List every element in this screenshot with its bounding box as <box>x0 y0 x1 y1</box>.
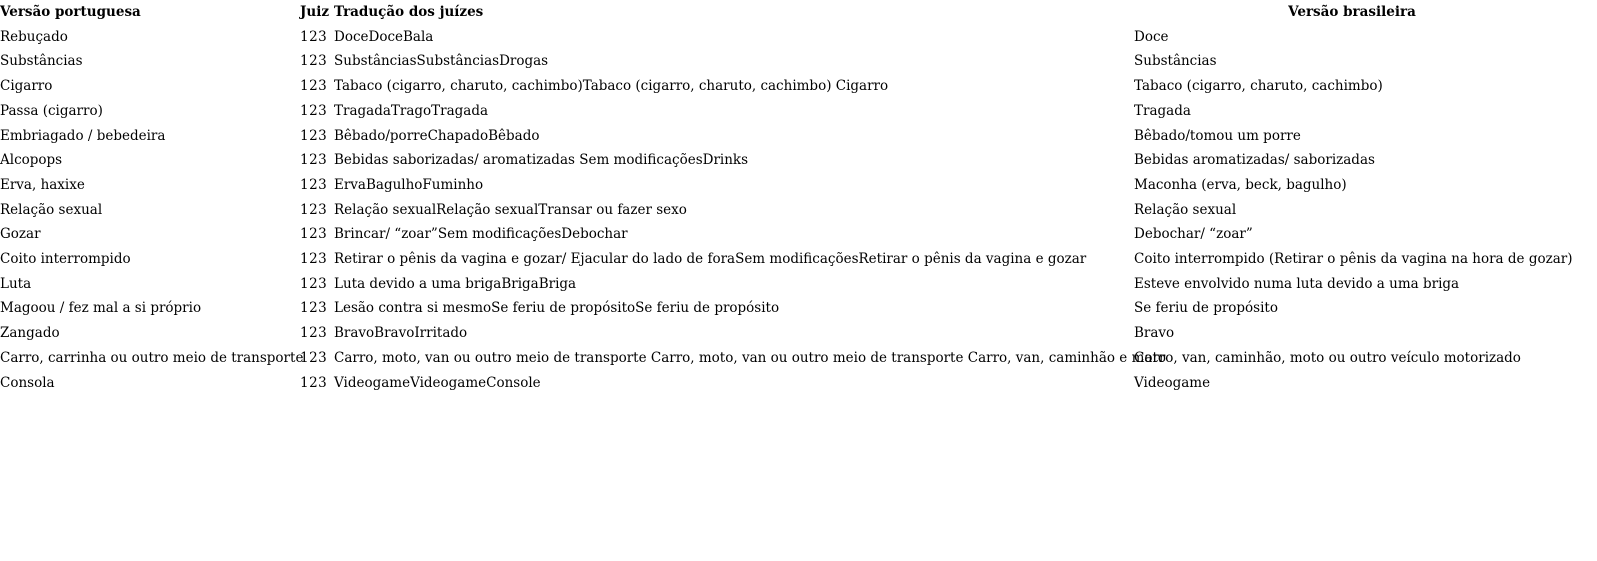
cell-judge: 123 <box>300 226 328 243</box>
cell-translation: Lesão contra si mesmoSe feriu de propósitoSe feriu de propósito <box>334 300 780 317</box>
cell-brazilian: Tabaco (cigarro, charuto, cachimbo) <box>1134 78 1383 95</box>
table-row <box>0 49 1570 74</box>
cell-brazilian: Se feriu de propósito <box>1134 300 1278 317</box>
cell-portuguese: Passa (cigarro) <box>0 102 103 119</box>
cell-portuguese: Cigarro <box>0 78 53 95</box>
cell-brazilian: Carro, van, caminhão, moto ou outro veículo motorizado <box>1134 349 1521 366</box>
table-row <box>0 173 1570 198</box>
cell-portuguese: Luta <box>0 275 32 292</box>
cell-brazilian: Coito interrompido (Retirar o pênis da vagina na hora de gozar) <box>1134 251 1573 268</box>
cell-translation: Retirar o pênis da vagina e gozar/ Ejacular do lado de foraSem modificaçõesRetirar o pênis da vagina e gozar <box>334 251 1087 268</box>
cell-judge: 123 <box>300 275 328 292</box>
cell-translation: Brincar/ “zoar”Sem modificaçõesDebochar <box>334 226 628 243</box>
cell-judge: 123 <box>300 127 328 144</box>
cell-judge: 123 <box>300 349 328 366</box>
table-row <box>0 222 1570 247</box>
cell-portuguese: Consola <box>0 374 55 391</box>
cell-portuguese: Substâncias <box>0 53 83 70</box>
column-header-judge: Juiz <box>300 4 329 20</box>
cell-translation: VideogameVideogameConsole <box>334 374 541 391</box>
cell-portuguese: Embriagado / bebedeira <box>0 127 166 144</box>
cell-translation: Bêbado/porreChapadoBêbado <box>334 127 540 144</box>
cell-portuguese: Alcopops <box>0 152 63 169</box>
column-header-portuguese: Versão portuguesa <box>0 4 141 20</box>
cell-translation: DoceDoceBala <box>334 28 434 45</box>
cell-portuguese: Relação sexual <box>0 201 103 218</box>
cell-judge: 123 <box>300 300 328 317</box>
cell-judge: 123 <box>300 176 328 193</box>
cell-judge: 123 <box>300 53 328 70</box>
table-row <box>0 247 1570 272</box>
cell-translation: SubstânciasSubstânciasDrogas <box>334 53 549 70</box>
cell-judge: 123 <box>300 78 328 95</box>
cell-translation: BravoBravoIrritado <box>334 325 468 342</box>
cell-portuguese: Coito interrompido <box>0 251 131 268</box>
column-header-brazilian: Versão brasileira <box>1288 4 1416 20</box>
cell-portuguese: Erva, haxixe <box>0 176 85 193</box>
cell-brazilian: Tragada <box>1134 102 1191 119</box>
cell-brazilian: Videogame <box>1134 374 1211 391</box>
table-body <box>0 25 1573 396</box>
cell-portuguese: Rebuçado <box>0 28 68 45</box>
table-row <box>0 198 1570 223</box>
table-row <box>0 25 1570 50</box>
table-row <box>0 148 1570 173</box>
table-row <box>0 272 1570 297</box>
cell-portuguese: Carro, carrinha ou outro meio de transporte <box>0 349 304 366</box>
table-row <box>0 296 1570 321</box>
cell-translation: Relação sexualRelação sexualTransar ou fazer sexo <box>334 201 687 218</box>
cell-translation: Carro, moto, van ou outro meio de transporte Carro, moto, van ou outro meio de transporte Carro, van, caminhão e moto <box>334 349 1167 366</box>
table-row <box>0 124 1570 149</box>
cell-brazilian: Esteve envolvido numa luta devido a uma briga <box>1134 275 1460 292</box>
table-header-row <box>0 0 1570 25</box>
cell-judge: 123 <box>300 152 328 169</box>
cell-judge: 123 <box>300 102 328 119</box>
table-row <box>0 371 1570 396</box>
cell-brazilian: Bravo <box>1134 325 1175 342</box>
cell-judge: 123 <box>300 325 328 342</box>
cell-portuguese: Zangado <box>0 325 60 342</box>
cell-judge: 123 <box>300 201 328 218</box>
cell-translation: ErvaBagulhoFuminho <box>334 176 484 193</box>
cell-portuguese: Magoou / fez mal a si próprio <box>0 300 202 317</box>
cell-judge: 123 <box>300 374 328 391</box>
cell-brazilian: Bebidas aromatizadas/ saborizadas <box>1134 152 1375 169</box>
table-row <box>0 99 1570 124</box>
cell-translation: Luta devido a uma brigaBrigaBriga <box>334 275 577 292</box>
cell-portuguese: Gozar <box>0 226 41 243</box>
cell-brazilian: Substâncias <box>1134 53 1217 70</box>
cell-brazilian: Debochar/ “zoar” <box>1134 226 1253 243</box>
cell-translation: Bebidas saborizadas/ aromatizadas Sem modificaçõesDrinks <box>334 152 749 169</box>
cell-brazilian: Doce <box>1134 28 1169 45</box>
cell-translation: TragadaTragoTragada <box>334 102 489 119</box>
table-head <box>0 0 1570 25</box>
cell-brazilian: Bêbado/tomou um porre <box>1134 127 1301 144</box>
cell-translation: Tabaco (cigarro, charuto, cachimbo)Tabaco (cigarro, charuto, cachimbo) Cigarro <box>334 78 889 95</box>
cell-brazilian: Relação sexual <box>1134 201 1237 218</box>
table-row <box>0 74 1570 99</box>
cell-judge: 123 <box>300 28 328 45</box>
table-row <box>0 321 1570 346</box>
table-row <box>0 346 1570 371</box>
cell-judge: 123 <box>300 251 328 268</box>
cell-brazilian: Maconha (erva, beck, bagulho) <box>1134 176 1347 193</box>
column-header-translation: Tradução dos juízes <box>334 4 484 20</box>
